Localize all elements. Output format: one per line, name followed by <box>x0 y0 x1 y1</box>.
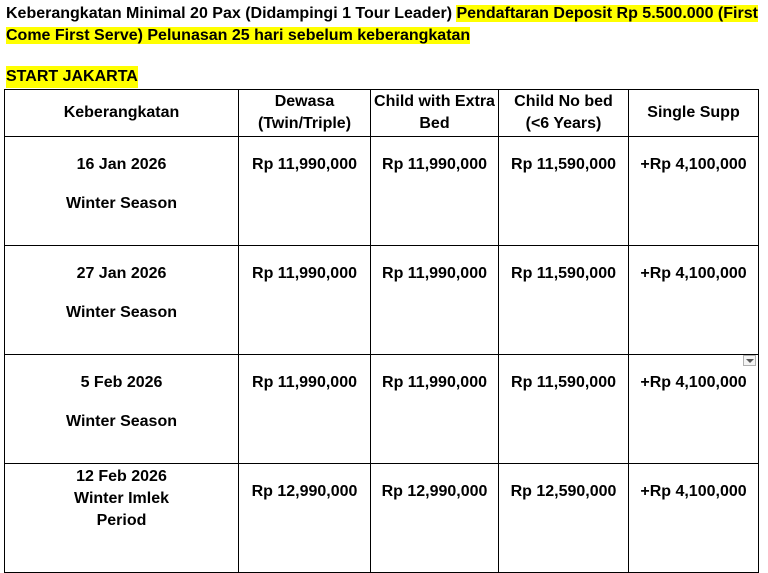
price-child-extra-bed: Rp 12,990,000 <box>371 464 499 573</box>
departure-season: Winter Season <box>66 304 177 321</box>
price-child-extra-bed: Rp 11,990,000 <box>371 246 499 355</box>
chevron-down-icon[interactable] <box>743 355 756 366</box>
price-single-supp: +Rp 4,100,000 <box>629 464 759 573</box>
departure-season: Winter Season <box>66 413 177 430</box>
departure-cell <box>5 464 239 573</box>
departure-date: 5 Feb 2026 <box>80 374 163 391</box>
header-adult: Dewasa (Twin/Triple) <box>239 90 371 137</box>
intro-plain: Keberangkatan Minimal 20 Pax (Didampingi 1 Tour Leader) <box>6 5 457 22</box>
table-header-row <box>5 90 759 137</box>
price-adult: Rp 11,990,000 <box>239 137 371 246</box>
price-table <box>4 89 759 573</box>
header-child-no-bed: Child No bed (<6 Years) <box>499 90 629 137</box>
table-row <box>5 246 759 355</box>
header-departure: Keberangkatan <box>5 90 239 137</box>
price-adult: Rp 12,990,000 <box>239 464 371 573</box>
header-child-extra-bed: Child with Extra Bed <box>371 90 499 137</box>
departure-date: 27 Jan 2026 <box>76 265 167 282</box>
header-single-supp: Single Supp <box>629 90 759 137</box>
price-adult: Rp 11,990,000 <box>239 246 371 355</box>
departure-season: Winter Imlek <box>74 490 169 507</box>
table-row <box>5 355 759 464</box>
table-row <box>5 464 759 573</box>
departure-date: 16 Jan 2026 <box>76 156 167 173</box>
price-single-supp: +Rp 4,100,000 <box>629 355 759 464</box>
price-child-no-bed: Rp 12,590,000 <box>499 464 629 573</box>
price-child-no-bed: Rp 11,590,000 <box>499 355 629 464</box>
price-single-supp: +Rp 4,100,000 <box>629 137 759 246</box>
intro-deposit-highlight: Pendaftaran Deposit Rp 5.500.000 (First Come First Serve) <box>6 5 758 44</box>
departure-season-cont: Period <box>96 512 147 529</box>
price-child-no-bed: Rp 11,590,000 <box>499 137 629 246</box>
departure-season: Winter Season <box>66 195 177 212</box>
price-child-extra-bed: Rp 11,990,000 <box>371 355 499 464</box>
intro-text <box>6 3 762 47</box>
price-child-extra-bed: Rp 11,990,000 <box>371 137 499 246</box>
price-child-no-bed: Rp 11,590,000 <box>499 246 629 355</box>
intro-payment-highlight: Pelunasan 25 hari sebelum keberangkatan <box>142 27 471 44</box>
departure-cell <box>5 246 239 355</box>
table-row <box>5 137 759 246</box>
departure-date: 12 Feb 2026 <box>76 468 167 485</box>
departure-cell <box>5 355 239 464</box>
price-adult: Rp 11,990,000 <box>239 355 371 464</box>
departure-cell <box>5 137 239 246</box>
price-single-supp: +Rp 4,100,000 <box>629 246 759 355</box>
section-title: START JAKARTA <box>6 66 138 88</box>
